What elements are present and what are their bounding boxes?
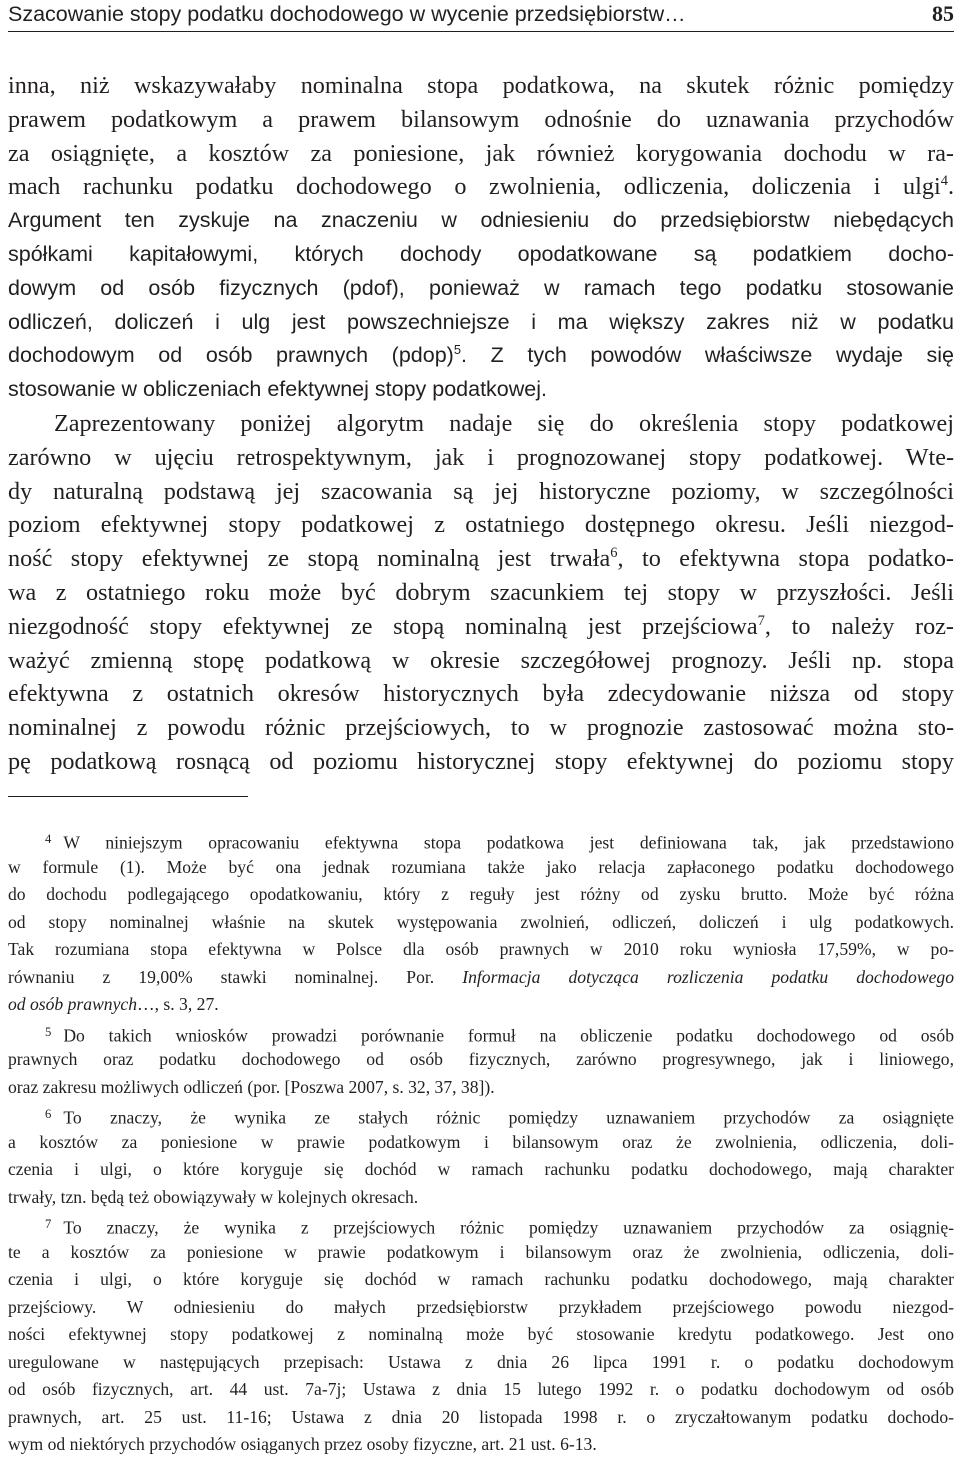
paragraph-line: dowym od osób fizycznych (pdof), ponieważ w ramach tego podatku stosowanie — [8, 275, 954, 300]
footnote-ref-5[interactable]: 5 — [453, 342, 462, 358]
footnote-6-line: czenia i ulgi, o które koryguje się dochód w ramach rachunku podatku dochodowego, mają charakter — [8, 1159, 954, 1179]
footnote-6-line — [8, 1101, 954, 1129]
footnote-4-line — [8, 991, 954, 1019]
line-text: ność stopy efektywnej ze stopą nominalną jest trwała — [8, 545, 611, 573]
footnote-6-line: a kosztów za poniesione w prawie podatkowym i bilansowym oraz że zwolnienia, odliczenia, doli- — [8, 1131, 954, 1152]
footnote-6-line: trwały, tzn. będą też obowiązywały w kolejnych okresach. — [8, 1186, 419, 1207]
line-text: , to należy roz- — [764, 612, 954, 640]
paragraph-line: prawem podatkowym a prawem bilansowym odnośnie do uznawania przychodów — [8, 105, 954, 133]
footnote-ref-6[interactable]: 6 — [610, 545, 618, 562]
paragraph-line: nominalnej z powodu różnic przejściowych, to w prognozie zastosować można sto- — [8, 714, 954, 742]
footnote-number: 5 — [45, 1024, 52, 1039]
footnote-7-line — [8, 1211, 954, 1239]
paragraph-line: Argument ten zyskuje na znaczeniu w odniesieniu do przedsiębiorstw niebędących — [8, 208, 954, 233]
footnote-7-line: przejściowy. W odniesieniu do małych przedsiębiorstw przykładem przejściowego powodu niezgod- — [8, 1296, 954, 1317]
cited-title: od osób prawnych — [8, 994, 138, 1014]
footnote-5-line: oraz zakresu możliwych odliczeń (por. [Poszwa 2007, s. 32, 37, 38]). — [8, 1076, 495, 1097]
footnote-divider — [8, 796, 248, 797]
paragraph-line — [8, 610, 954, 644]
footnote-4-line — [8, 826, 954, 854]
footnote-4-line: w formule (1). Może być ona jednak rozumiana także jako relacja zapłaconego podatku dochodowego — [8, 856, 954, 877]
footnote-7-line: czenia i ulgi, o które koryguje się dochód w ramach rachunku podatku dochodowego, mają charakter — [8, 1269, 954, 1289]
body-text — [8, 69, 954, 779]
footnote-4-line: Tak rozumiana stopa efektywna w Polsce dla osób prawnych w 2010 roku wyniosła 17,59%, w po- — [8, 939, 954, 959]
paragraph-line — [8, 542, 954, 576]
line-text: Do takich wniosków prowadzi porównanie formuł na obliczenie podatku dochodowego od osób — [63, 1025, 954, 1046]
line-text: W niniejszym opracowaniu efektywna stopa podatkowa jest definiowana tak, jak przedstawiono — [63, 832, 954, 853]
paragraph-line: efektywna z ostatnich okresów historycznych była zdecydowanie niższa od stopy — [8, 680, 954, 708]
footnotes — [8, 826, 954, 1459]
paragraph-line: dy naturalną podstawą jej szacowania są jej historyczne poziomy, w szczególności — [8, 477, 954, 505]
footnote-number: 7 — [45, 1217, 52, 1231]
paragraph-line — [8, 339, 954, 373]
paragraph-line — [8, 170, 954, 204]
footnote-ref-4[interactable]: 4 — [940, 173, 948, 190]
footnote-5-line — [8, 1019, 954, 1047]
page-number: 85 — [932, 1, 954, 26]
line-text: niezgodność stopy efektywnej ze stopą nominalną jest przejściowa — [8, 612, 758, 640]
paragraph-line: stosowanie w obliczeniach efektywnej stopy podatkowej. — [8, 377, 547, 402]
line-text: dochodowym od osób prawnych (pdop) — [8, 343, 454, 368]
paragraph-line: za osiągnięte, a kosztów za poniesione, jak również korygowania dochodu w ra- — [8, 139, 954, 167]
paragraph-line: ważyć zmienną stopę podatkową w okresie szczegółowej prognozy. Jeśli np. stopa — [8, 646, 954, 674]
footnote-number: 4 — [45, 832, 52, 846]
footnote-4-line: do dochodu podlegającego opodatkowaniu, który z reguły jest różny od zysku brutto. Może być różna — [8, 884, 954, 904]
line-text: To znaczy, że wynika ze stałych różnic pomiędzy uznawaniem przychodów za osiągnięte — [63, 1107, 954, 1128]
line-text: . Z tych powodów właściwsze wydaje się — [461, 343, 954, 368]
line-text: mach rachunku podatku dochodowego o zwolnienia, odliczenia, doliczenia i ulgi — [8, 173, 941, 201]
paragraph-line: poziom efektywnej stopy podatkowej z ostatniego dostępnego okresu. Jeśli niezgod- — [8, 511, 954, 539]
footnote-7-line: te a kosztów za poniesione w prawie podatkowym i bilansowym oraz że zwolnienia, odliczenia, doli- — [8, 1241, 954, 1262]
paragraph-line: wa z ostatniego roku może być dobrym szacunkiem tej stopy w przyszłości. Jeśli — [8, 578, 954, 606]
footnote-number: 6 — [45, 1107, 52, 1121]
line-text: To znaczy, że wynika z przejściowych różnic pomiędzy uznawaniem przychodów za osiągnię- — [63, 1217, 954, 1238]
footnote-5-line: prawnych oraz podatku dochodowego od osób fizycznych, zarówno progresywnego, jak i liniowego, — [8, 1049, 954, 1069]
paragraph-line: zarówno w ujęciu retrospektywnym, jak i prognozowanej stopy podatkowej. Wte- — [8, 443, 954, 471]
footnote-4-line: od stopy nominalnej właśnie na skutek występowania zwolnień, odliczeń, doliczeń i ulg podatkowych. — [8, 911, 954, 932]
line-text: …, s. 3, 27. — [137, 994, 219, 1014]
running-header — [8, 0, 954, 32]
footnote-7-line: ności efektywnej stopy podatkowej z nominalną może być stosowanie kredytu podatkowego. Jest ono — [8, 1324, 954, 1344]
line-text: . — [947, 173, 954, 201]
footnote-ref-7[interactable]: 7 — [757, 612, 765, 629]
running-title: Szacowanie stopy podatku dochodowego w wycenie przedsiębiorstw… — [8, 2, 686, 26]
footnote-7-line: od osób fizycznych, art. 44 ust. 7a-7j; Ustawa z dnia 15 lutego 1992 r. o podatku dochodowym od osób — [8, 1379, 954, 1399]
footnote-7-line: prawnych, art. 25 ust. 11-16; Ustawa z dnia 20 listopada 1998 r. o zryczałtowanym podatku dochodo- — [8, 1406, 954, 1427]
line-text: , to efektywna stopa podatko- — [617, 545, 954, 573]
paragraph-line: inna, niż wskazywałaby nominalna stopa podatkowa, na skutek różnic pomiędzy — [8, 72, 954, 99]
paragraph-line: spółkami kapitałowymi, których dochody opodatkowane są podatkiem docho- — [8, 241, 954, 266]
paragraph-line: odliczeń, doliczeń i ulg jest powszechniejsze i ma większy zakres niż w podatku — [8, 309, 954, 334]
paragraph-line: Zaprezentowany poniżej algorytm nadaje się do określenia stopy podatkowej — [54, 409, 954, 437]
line-text: równaniu z 19,00% stawki nominalnej. Por. — [8, 966, 463, 987]
paragraph-line: pę podatkową rosnącą od poziomu historycznej stopy efektywnej do poziomu stopy — [8, 747, 954, 775]
footnote-7-line: wym od niektórych przychodów osiąganych przez osoby fizyczne, art. 21 ust. 6-13. — [8, 1434, 597, 1454]
cited-title: Informacja dotycząca rozliczenia podatku dochodowego — [462, 966, 954, 987]
footnote-7-line: uregulowane w następujących przepisach: Ustawa z dnia 26 lipca 1991 r. o podatku dochodowym — [8, 1351, 954, 1372]
footnote-4-line — [8, 964, 954, 992]
